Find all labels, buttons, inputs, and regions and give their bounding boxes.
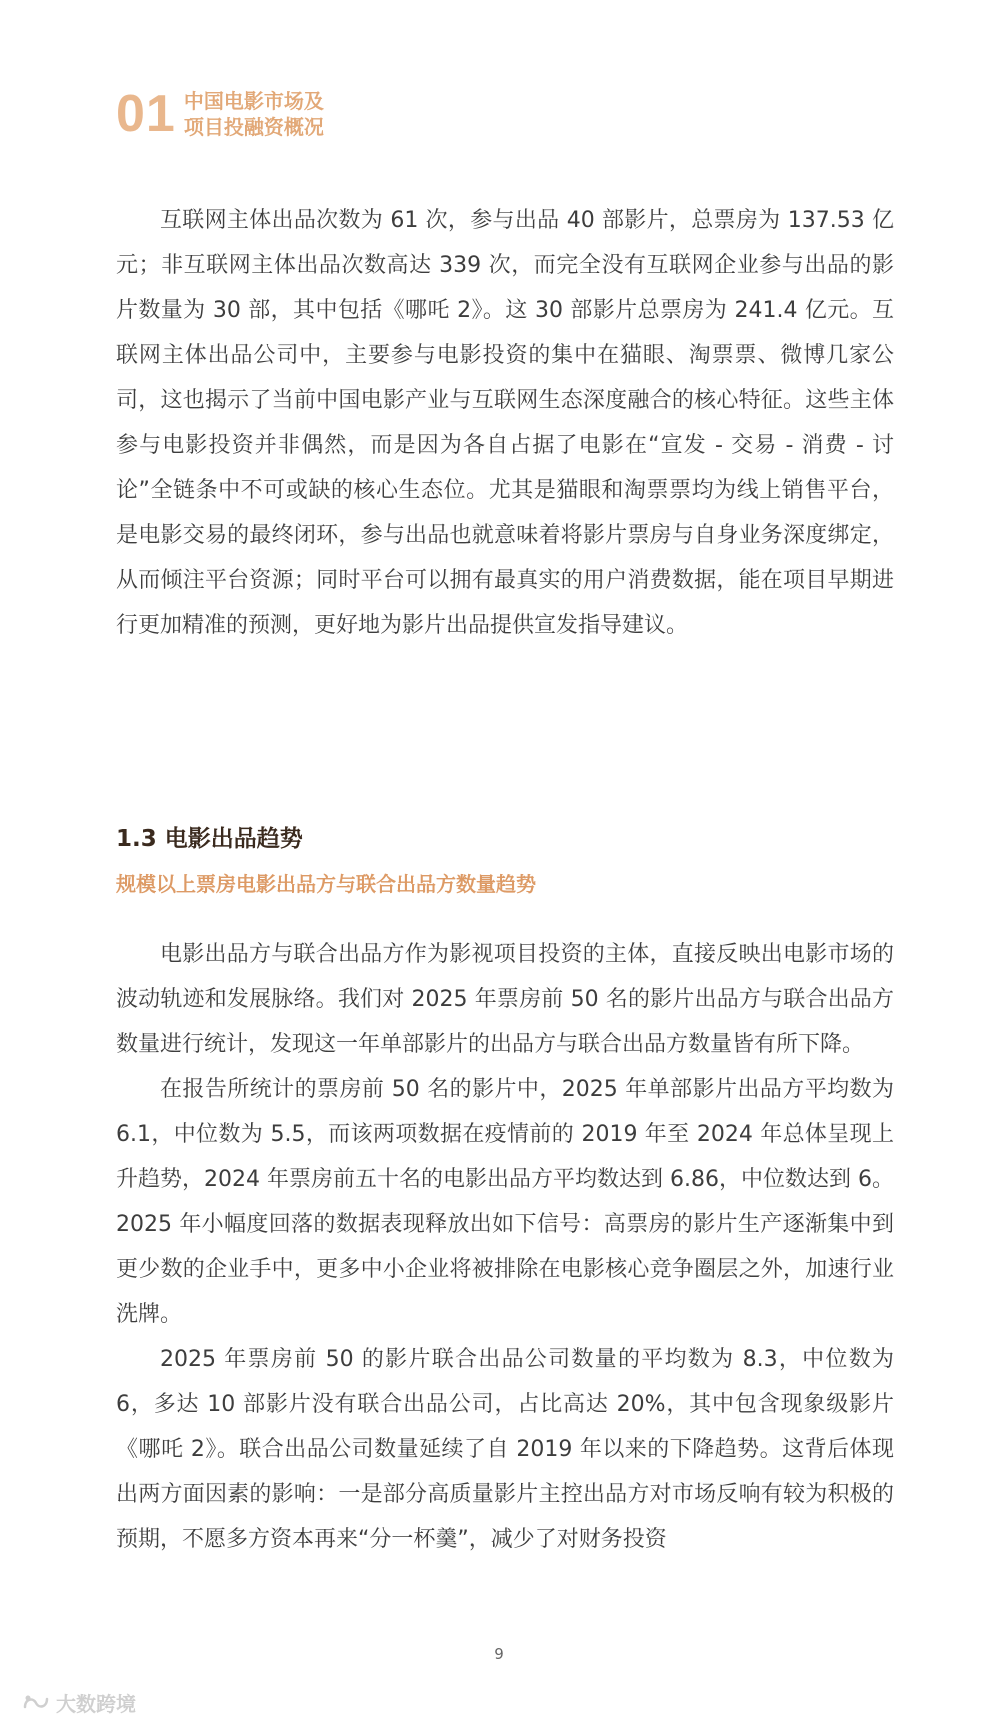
chapter-header xyxy=(116,85,324,143)
watermark-logo-icon xyxy=(22,1693,50,1713)
section-paragraph-1: 电影出品方与联合出品方作为影视项目投资的主体，直接反映出电影市场的波动轨迹和发展脉络。我们对 2025 年票房前 50 名的影片出品方与联合出品方数量进行统计，发现这一年单部影片的出品方与联合出品方数量皆有所下降。 xyxy=(116,942,894,1057)
chapter-title-line-2: 项目投融资概况 xyxy=(183,115,324,139)
subsection-title: 规模以上票房电影出品方与联合出品方数量趋势 xyxy=(116,872,536,896)
section-paragraph-2: 在报告所统计的票房前 50 名的影片中，2025 年单部影片出品方平均数为 6.1，中位数为 5.5，而该两项数据在疫情前的 2019 年至 2024 年总体呈现上升趋势，2024 年票房前五十名的电影出品方平均数达到 6.86，中位数达到 6。2025 年小幅度回落的数据表现释放出如下信号：高票房的影片生产逐渐集中到更少数的企业手中，更多中小企业将被排除在电影核心竞争圈层之外，加速行业洗牌。 xyxy=(116,1077,894,1327)
watermark-text: 大数跨境 xyxy=(56,1692,136,1715)
section-text-block xyxy=(116,932,894,1562)
chapter-title xyxy=(184,88,324,140)
chapter-title-line-1: 中国电影市场及 xyxy=(183,89,324,113)
intro-paragraph: 互联网主体出品次数为 61 次，参与出品 40 部影片，总票房为 137.53 亿元；非互联网主体出品次数高达 339 次，而完全没有互联网企业参与出品的影片数量为 30 部，其中包括《哪吒 2》。这 30 部影片总票房为 241.4 亿元。互联网主体出品公司中，主要参与电影投资的集中在猫眼、淘票票、微博几家公司，这也揭示了当前中国电影产业与互联网生态深度融合的核心特征。这些主体参与电影投资并非偶然，而是因为各自占据了电影在“宣发 - 交易 - 消费 - 讨论”全链条中不可或缺的核心生态位。尤其是猫眼和淘票票均为线上销售平台，是电影交易的最终闭环，参与出品也就意味着将影片票房与自身业务深度绑定，从而倾注平台资源；同时平台可以拥有最真实的用户消费数据，能在项目早期进行更加精准的预测，更好地为影片出品提供宣发指导建议。 xyxy=(116,208,894,638)
chapter-number: 01 xyxy=(116,85,176,143)
section-title: 1.3 电影出品趋势 xyxy=(116,826,303,852)
section-paragraph-3: 2025 年票房前 50 的影片联合出品公司数量的平均数为 8.3，中位数为 6，多达 10 部影片没有联合出品公司，占比高达 20%，其中包含现象级影片《哪吒 2》。联合出品公司数量延续了自 2019 年以来的下降趋势。这背后体现出两方面因素的影响：一是部分高质量影片主控出品方对市场反响有较为积极的预期，不愿多方资本再来“分一杯羹”，减少了对财务投资 xyxy=(116,1347,894,1552)
intro-text-block xyxy=(116,198,894,648)
page-number: 9 xyxy=(494,1645,504,1663)
watermark xyxy=(22,1688,136,1715)
